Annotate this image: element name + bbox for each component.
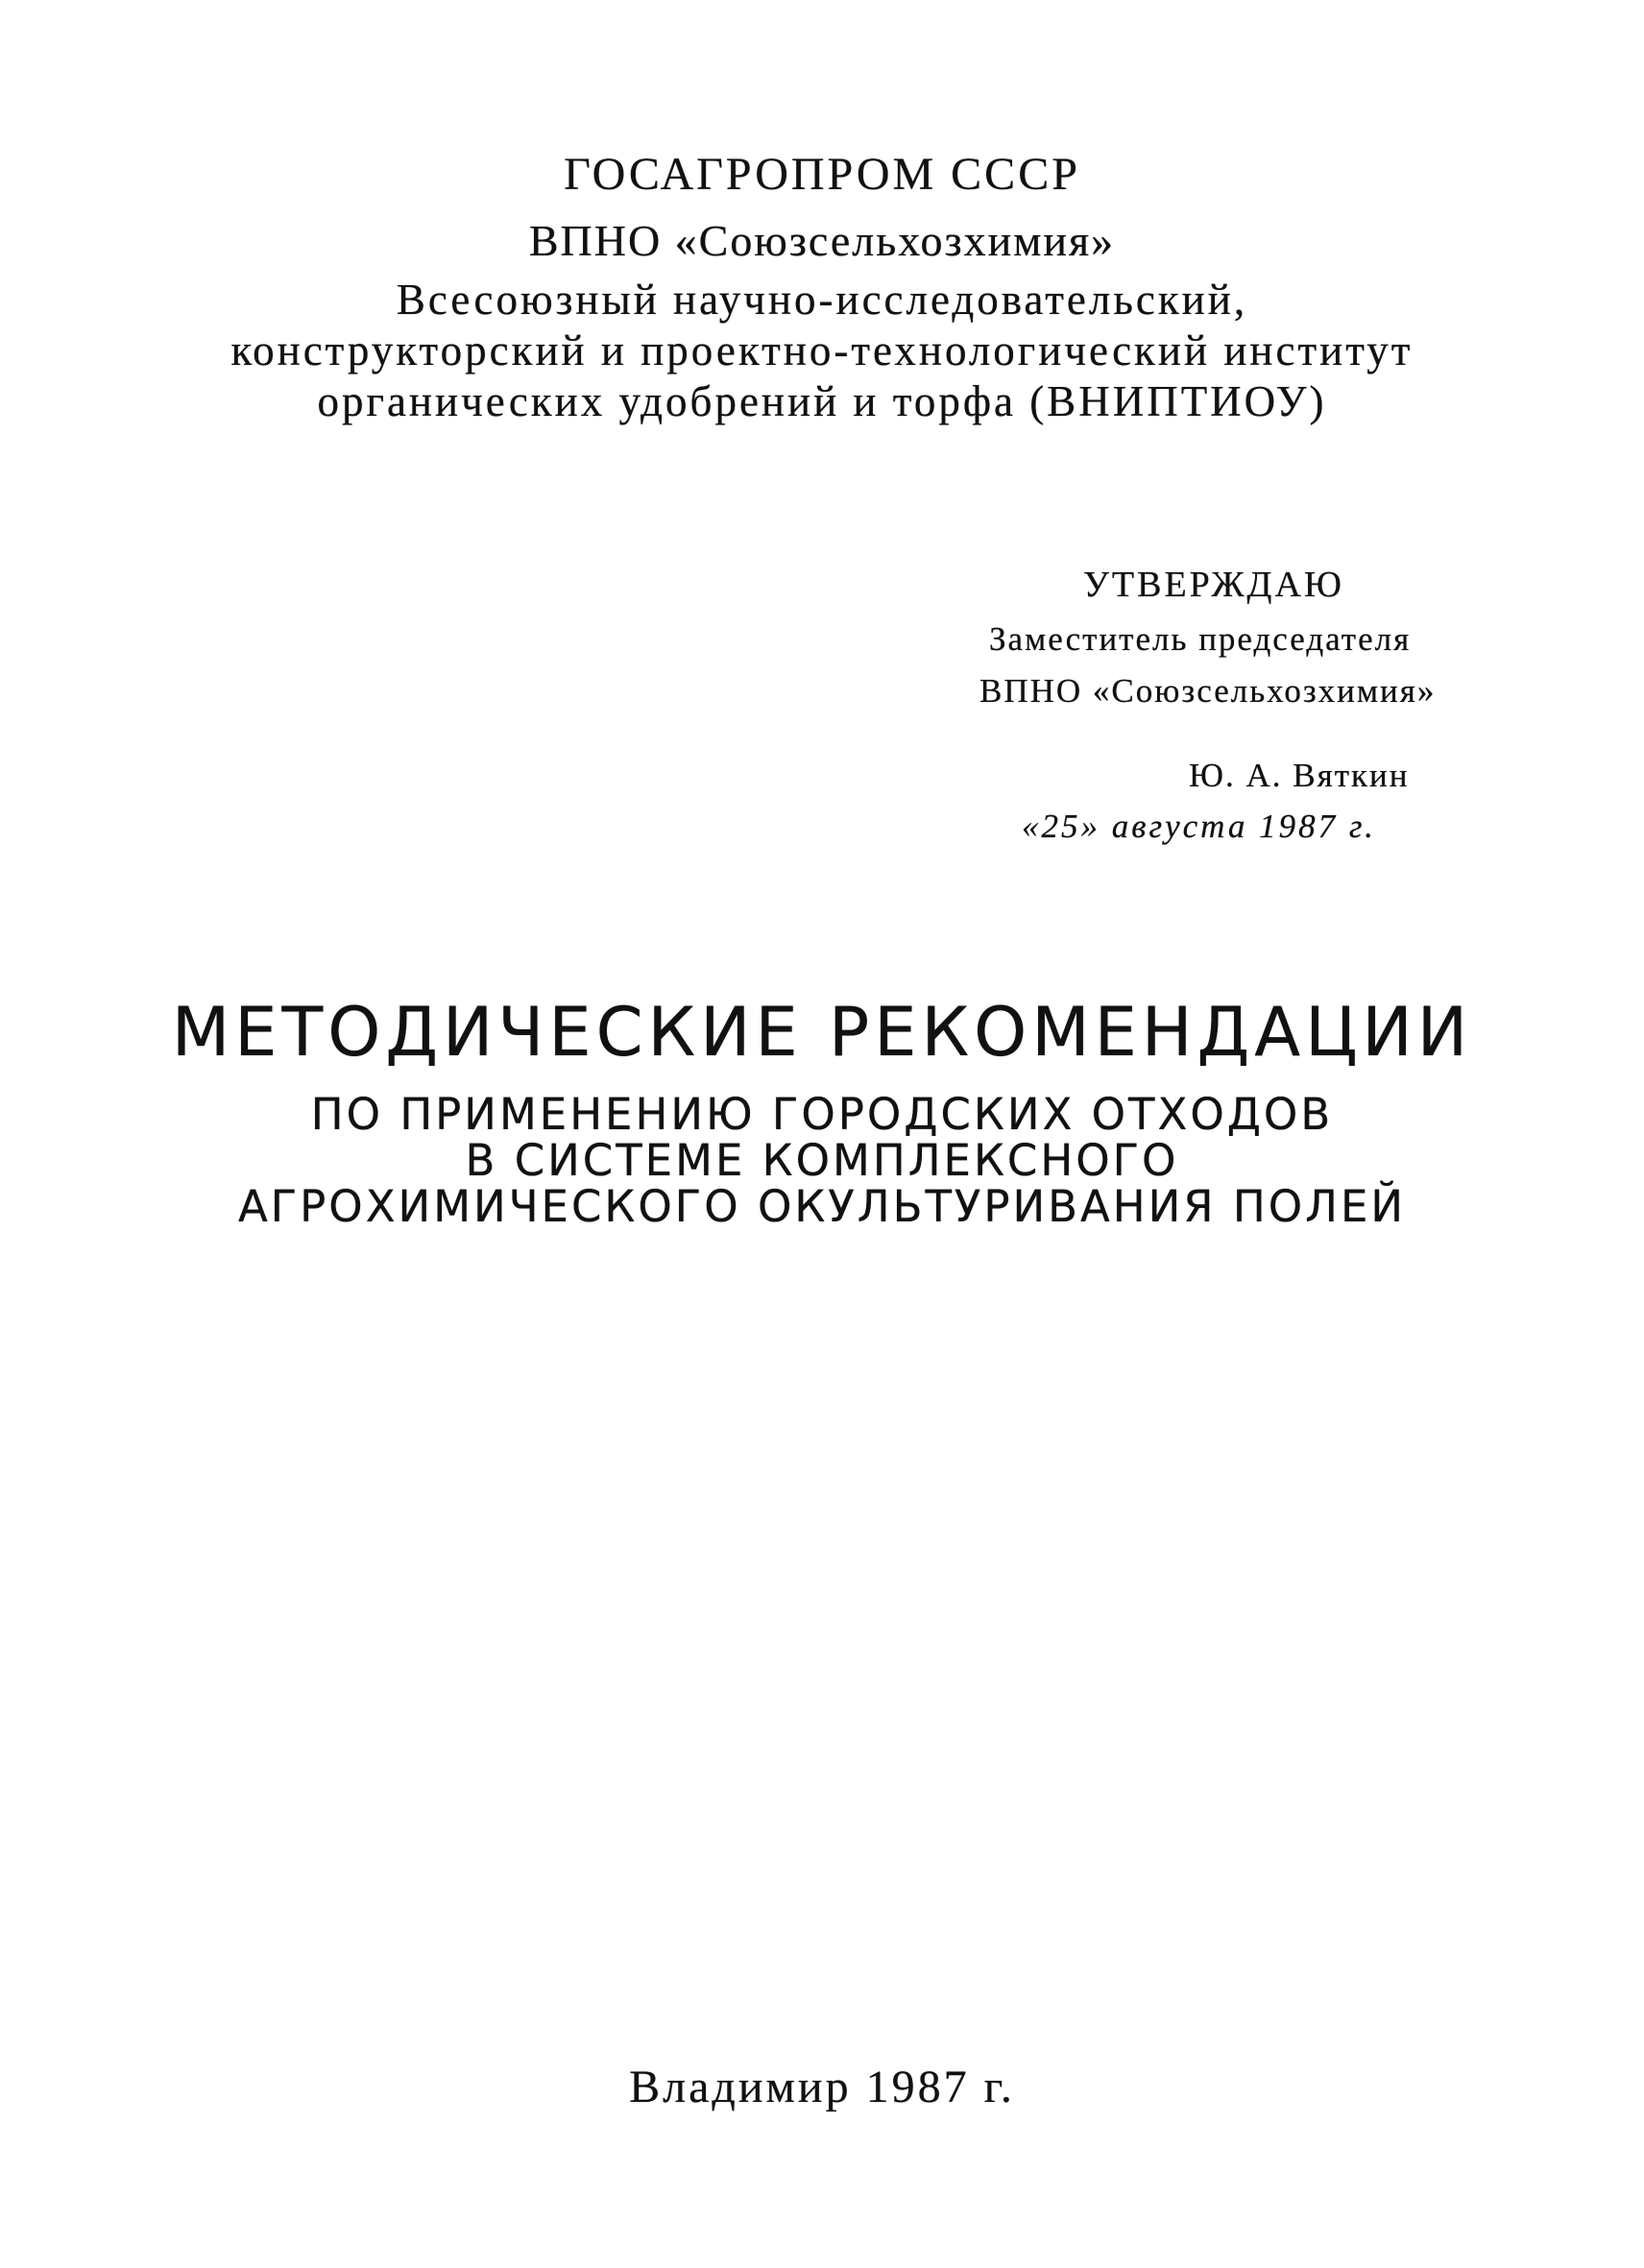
institute-line-2: конструкторский и проектно-технологический институт bbox=[230, 326, 1414, 374]
document-subtitle-line-3: АГРОХИМИЧЕСКОГО ОКУЛЬТУРИВАНИЯ ПОЛЕЙ bbox=[237, 1181, 1407, 1232]
document-subtitle-line-1: ПО ПРИМЕНЕНИЮ ГОРОДСКИХ ОТХОДОВ bbox=[310, 1089, 1334, 1140]
institute-line-3: органических удобрений и торфа (ВНИПТИОУ) bbox=[317, 377, 1327, 425]
publication-place-year: Владимир 1987 г. bbox=[629, 2062, 1015, 2112]
approval-stamp: УТВЕРЖДАЮ bbox=[1083, 565, 1344, 605]
document-title: МЕТОДИЧЕСКИЕ РЕКОМЕНДАЦИИ bbox=[171, 993, 1473, 1072]
approval-signatory: Ю. А. Вяткин bbox=[1189, 757, 1410, 794]
institute-line-1: Всесоюзный научно-исследовательский, bbox=[396, 276, 1248, 324]
approval-position: Заместитель председателя bbox=[989, 620, 1412, 658]
document-subtitle-line-2: В СИСТЕМЕ КОМПЛЕКСНОГО bbox=[465, 1135, 1179, 1186]
organization-sub: ВПНО «Союзсельхозхимия» bbox=[528, 216, 1116, 265]
approval-organization: ВПНО «Союзсельхозхимия» bbox=[979, 672, 1437, 710]
approval-date: «25» августа 1987 г. bbox=[1022, 808, 1376, 845]
organization-main: ГОСАГРОПРОМ СССР bbox=[564, 149, 1080, 200]
